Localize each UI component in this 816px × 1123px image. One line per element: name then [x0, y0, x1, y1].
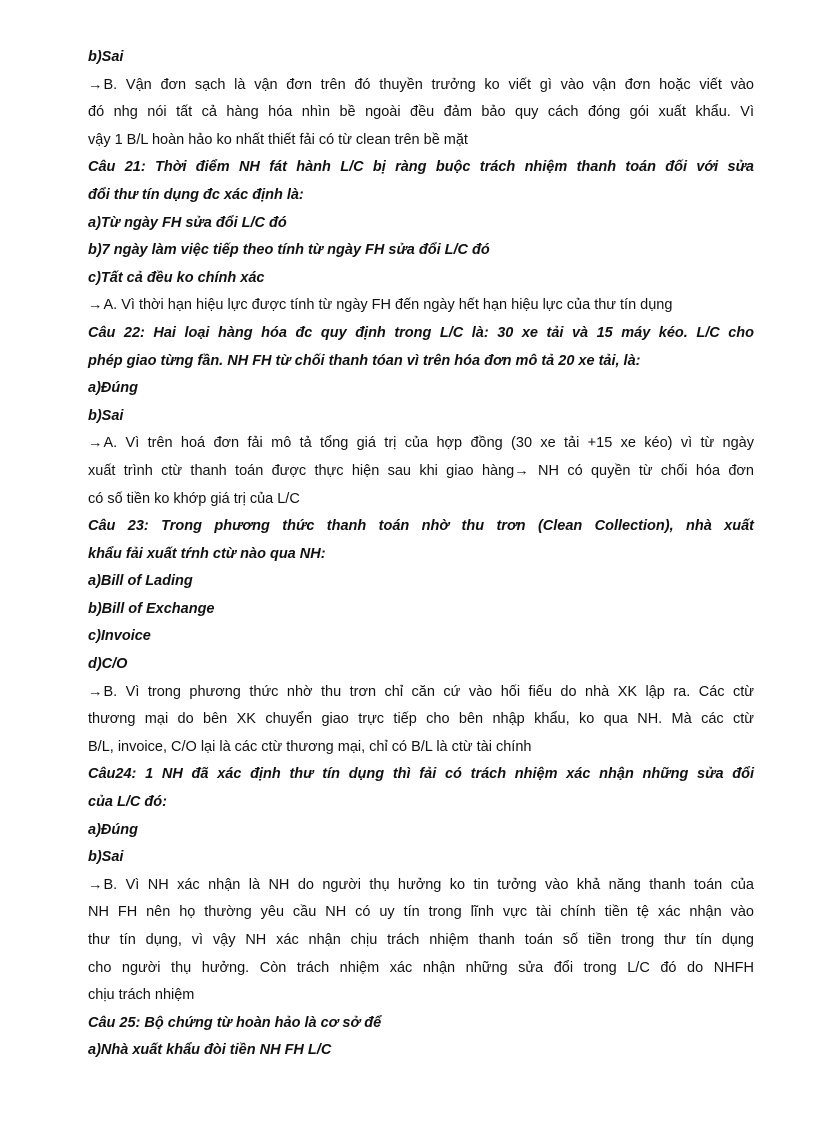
explanation-text: B. Vì trong phương thức nhờ thu trơn chỉ căn cứ vào hối fiếu do nhà XK lập ra. Các ctừ — [103, 683, 754, 700]
arrow-icon: → — [88, 76, 103, 93]
explanation-line — [88, 292, 754, 320]
question-24-title-cont: của L/C đó: — [88, 794, 167, 811]
question-23-title: Câu 23: Trong phương thức thanh toán nhờ thu trơn (Clean Collection), nhà xuất — [88, 518, 754, 535]
answer-option-d: d)C/O — [88, 656, 128, 673]
question-21-title: Câu 21: Thời điểm NH fát hành L/C bị ràng buộc trách nhiệm thanh toán đối với sửa — [88, 159, 754, 176]
explanation-text: B. Vận đơn sạch là vận đơn trên đó thuyền trưởng ko viết gì vào vận đơn hoặc viết vào — [103, 76, 754, 93]
explanation-line: thương mại do bên XK chuyển giao trực tiếp cho bên nhập khẩu, ko qua NH. Mà các ctừ — [88, 711, 754, 728]
document-page — [88, 44, 754, 1065]
explanation-line — [88, 872, 754, 900]
explanation-line: vậy 1 B/L hoàn hảo ko nhất thiết fải có từ clean trên bề mặt — [88, 131, 468, 148]
explanation-line — [88, 430, 754, 458]
arrow-icon: → — [88, 297, 103, 314]
answer-option-c: c)Invoice — [88, 628, 151, 645]
question-21-title-cont: đổi thư tín dụng đc xác định là: — [88, 186, 304, 203]
explanation-text: NH có quyền từ chối hóa đơn — [529, 462, 754, 479]
explanation-line: có số tiền ko khớp giá trị của L/C — [88, 490, 300, 507]
arrow-icon: → — [514, 462, 529, 479]
explanation-line: NH FH nên họ thường yêu cầu NH có uy tín trong lĩnh vực tài chính tiền tệ xác nhận vào — [88, 904, 754, 921]
explanation-line: B/L, invoice, C/O lại là các ctừ thương mại, chỉ có B/L là ctừ tài chính — [88, 738, 532, 755]
question-23-title-cont: khẩu fải xuất tŕnh ctừ nào qua NH: — [88, 545, 326, 562]
answer-option-b: b)Bill of Exchange — [88, 600, 215, 617]
answer-option-a: a)Nhà xuất khẩu đòi tiền NH FH L/C — [88, 1042, 332, 1059]
explanation-line — [88, 679, 754, 707]
answer-option-a: a)Từ ngày FH sửa đổi L/C đó — [88, 214, 287, 231]
explanation-text: A. Vì trên hoá đơn fải mô tả tổng giá trị của hợp đồng (30 xe tải +15 xe kéo) vì từ ngày — [103, 435, 754, 452]
answer-option-a: a)Đúng — [88, 821, 138, 838]
answer-option-a: a)Bill of Lading — [88, 573, 193, 590]
answer-option-b-sai: b)Sai — [88, 49, 124, 65]
explanation-line: đó nhg nói tất cả hàng hóa nhìn bề ngoài đều đảm bảo quy cách đóng gói xuất khẩu. Vì — [88, 104, 754, 121]
question-24-title: Câu24: 1 NH đã xác định thư tín dụng thì fải có trách nhiệm xác nhận những sửa đổi — [88, 766, 754, 783]
answer-option-b: b)Sai — [88, 849, 124, 866]
answer-option-b: b)Sai — [88, 407, 124, 424]
question-25-title: Câu 25: Bộ chứng từ hoàn hảo là cơ sở để — [88, 1014, 382, 1031]
explanation-line — [88, 458, 754, 486]
explanation-text: xuất trình ctừ thanh toán được thực hiện sau khi giao hàng — [88, 462, 515, 479]
explanation-text: A. Vì thời hạn hiệu lực được tính từ ngày FH đến ngày hết hạn hiệu lực của thư tín dụng — [103, 297, 673, 314]
explanation-line — [88, 72, 754, 100]
answer-option-c: c)Tất cả đều ko chính xác — [88, 269, 265, 286]
question-22-title-cont: phép giao từng fần. NH FH từ chối thanh tóan vì trên hóa đơn mô tả 20 xe tải, là: — [88, 352, 641, 369]
question-22-title: Câu 22: Hai loại hàng hóa đc quy định trong L/C là: 30 xe tải và 15 máy kéo. L/C cho — [88, 324, 754, 341]
answer-option-b: b)7 ngày làm việc tiếp theo tính từ ngày FH sửa đổi L/C đó — [88, 242, 490, 259]
explanation-text: B. Vì NH xác nhận là NH do người thụ hưởng ko tin tưởng vào khả năng thanh toán của — [103, 876, 754, 893]
answer-option-a: a)Đúng — [88, 380, 138, 397]
explanation-line: thư tín dụng, vì vậy NH xác nhận chịu trách nhiệm thanh toán số tiền trong thư tín dụng — [88, 932, 754, 948]
arrow-icon: → — [88, 876, 103, 893]
arrow-icon: → — [88, 683, 103, 700]
arrow-icon: → — [88, 435, 103, 452]
explanation-line: cho người thụ hưởng. Còn trách nhiệm xác nhận những sửa đổi trong L/C đó do NHFH — [88, 959, 754, 976]
explanation-line: chịu trách nhiệm — [88, 987, 195, 1004]
